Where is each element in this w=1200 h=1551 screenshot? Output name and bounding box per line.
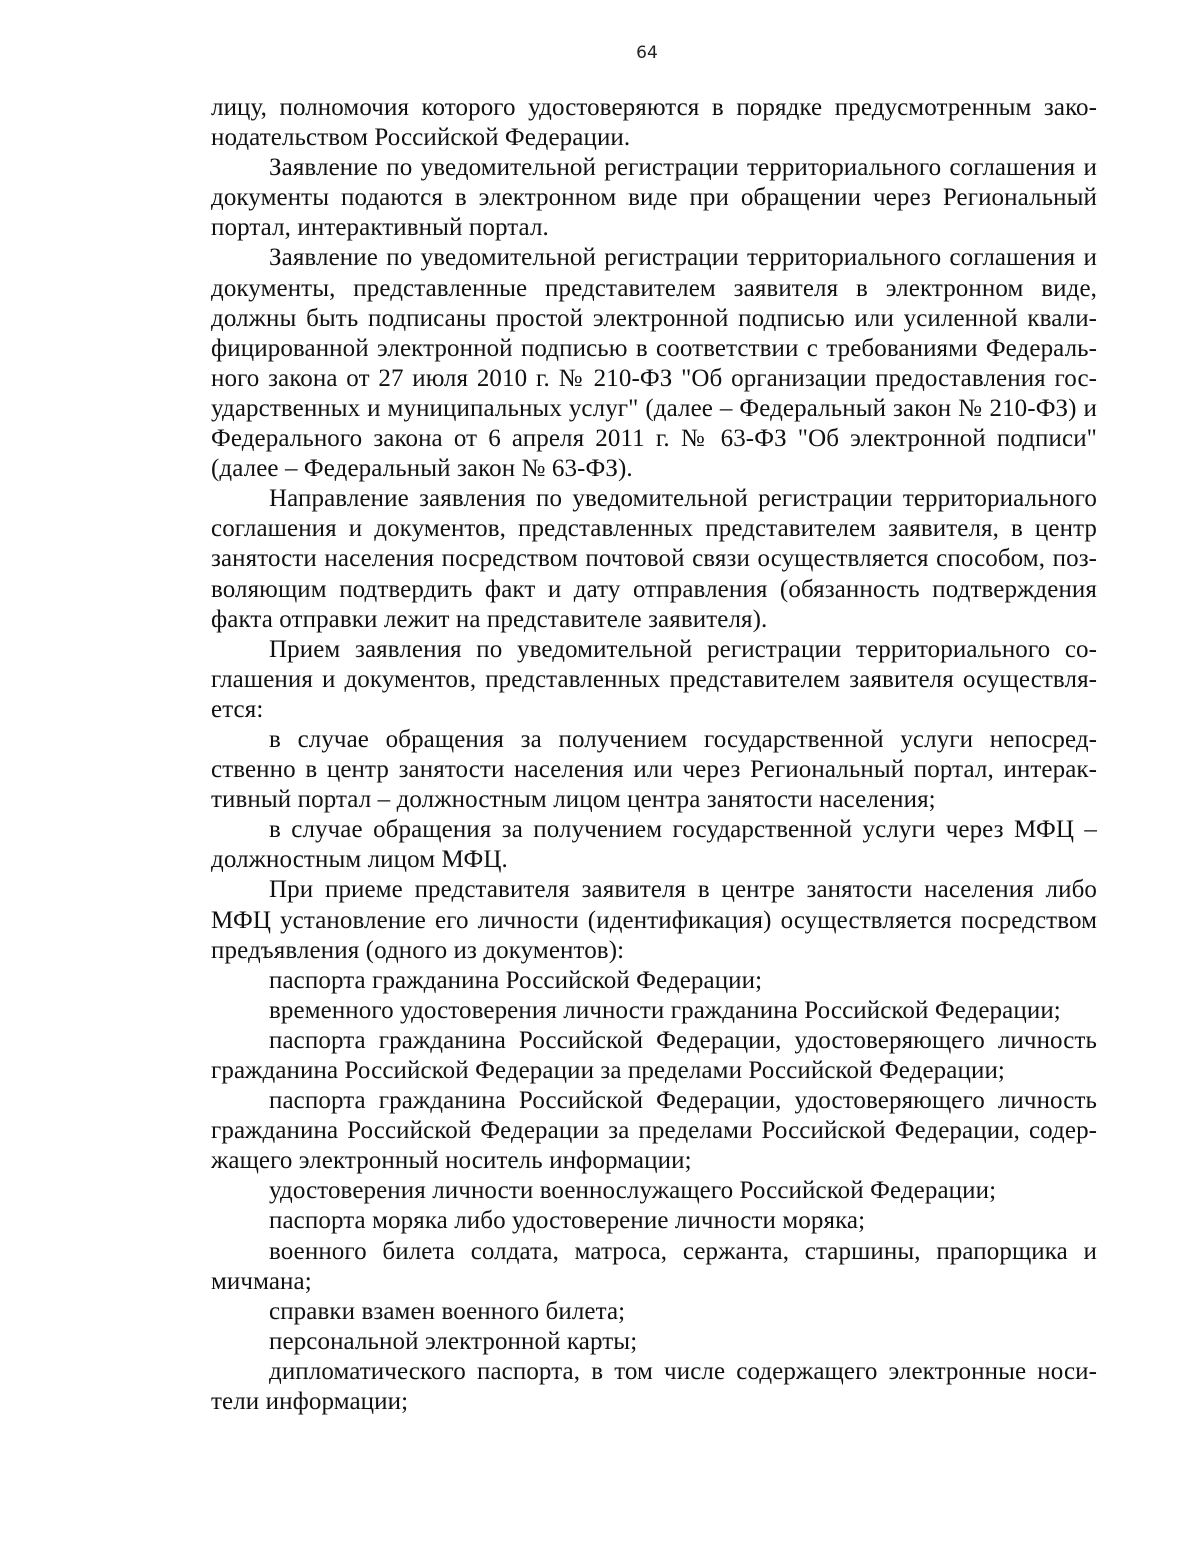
paragraph-identification-intro: При приеме представителя заявителя в центре занятости населения либо МФЦ установление его личности (идентификация) осуществляется посредством предъявления (одного из документов): — [211, 876, 1097, 964]
paragraph-postal-submission: Направление заявления по уведомительной регистрации территориального соглашения и документов, представленных представителем заявителя, в центр занятости населения посредством почтовой связи осуществляется способом, позволяющим подтвердить факт и дату отправления (обязанность подтверждения факта отправки лежит на представителе заявителя). — [211, 485, 1097, 633]
paragraph-electronic-signature: Заявление по уведомительной регистрации территориального соглашения и документы, представленные представителем заявителя в электронном виде, должны быть подписаны простой электронной подписью или усиленной квалифицированной электронной подписью в соответствии с требованиями Федерального закона от 27 июля 2010 г. № 210-ФЗ "Об организации предоставления государственных и муниципальных услуг" (далее – Федеральный закон № 210-ФЗ) и Федерального закона от 6 апреля 2011 г. № 63-ФЗ "Об электронной подписи" (далее – Федеральный закон № 63-ФЗ). — [211, 244, 1097, 483]
list-item-document: удостоверения личности военнослужащего Российской Федерации; — [269, 1177, 997, 1205]
list-item-document: военного билета солдата, матроса, сержанта, старшины, прапорщика и мичмана; — [211, 1237, 1097, 1295]
paragraph-reception-employment-center: в случае обращения за получением государственной услуги непосредственно в центр занятости населения или через Региональный портал, интерактивный портал – должностным лицом центра занятости населения; — [211, 725, 1097, 814]
paragraph-electronic-submission: Заявление по уведомительной регистрации территориального соглашения и документы подаются в электронном виде при обращении через Региональный портал, интерактивный портал. — [211, 154, 1097, 242]
paragraph-reception-mfc: в случае обращения за получением государственной услуги через МФЦ – должностным лицом МФЦ. — [211, 816, 1097, 874]
list-item-document: паспорта гражданина Российской Федерации, удостоверяющего личность гражданина Российской Федерации за пределами Российской Федерации, содержащего электронный носитель информации; — [211, 1087, 1097, 1175]
paragraph-reception-intro: Прием заявления по уведомительной регистрации территориального соглашения и документов, представленных представителем заявителя осуществляется: — [211, 635, 1097, 723]
document-body — [211, 93, 1097, 1417]
list-item-document: персональной электронной карты; — [269, 1327, 638, 1355]
list-item-document: справки взамен военного билета; — [269, 1297, 626, 1325]
list-item-document: паспорта гражданина Российской Федерации; — [269, 966, 763, 994]
paragraph-continuation: лицу, полномочия которого удостоверяются в порядке предусмотренным законодательством Российской Федерации. — [211, 94, 1097, 152]
list-item-document: дипломатического паспорта, в том числе содержащего электронные носители информации; — [211, 1357, 1097, 1416]
list-item-document: паспорта гражданина Российской Федерации, удостоверяющего личность гражданина Российской Федерации за пределами Российской Федерации; — [211, 1026, 1097, 1084]
list-item-document: паспорта моряка либо удостоверение личности моряка; — [269, 1207, 866, 1235]
list-item-document: временного удостоверения личности гражданина Российской Федерации; — [269, 996, 1061, 1024]
page-number: 64 — [636, 43, 658, 63]
